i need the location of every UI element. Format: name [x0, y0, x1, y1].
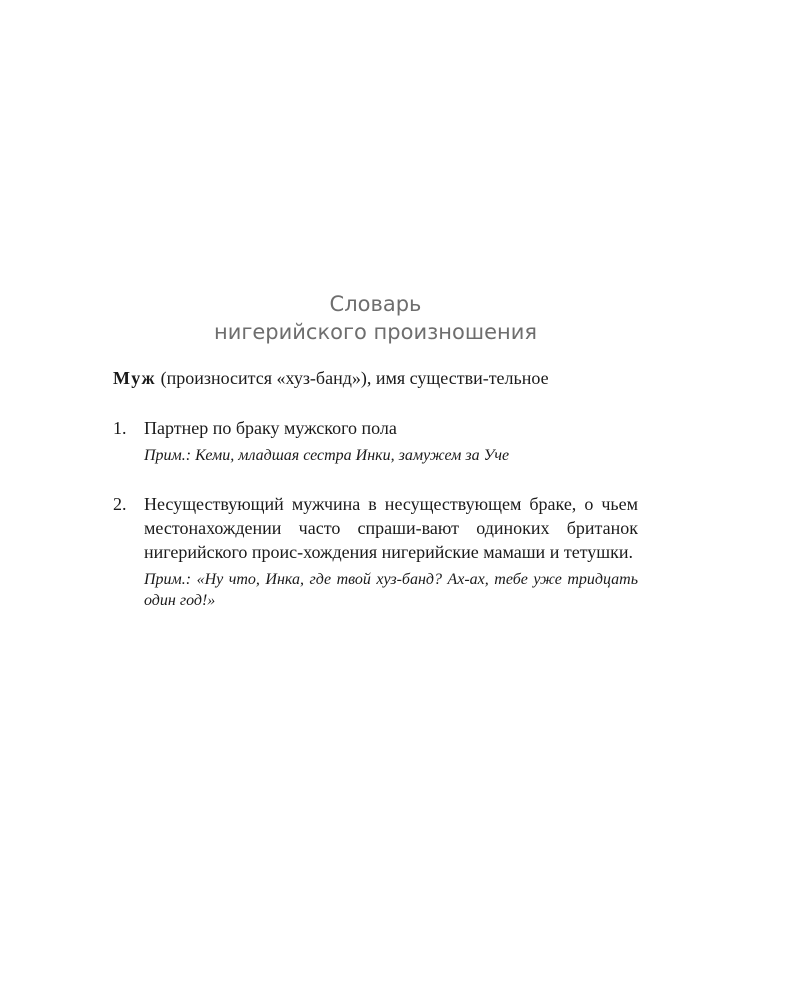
dictionary-entry [113, 366, 638, 390]
definition-text: Партнер по браку мужского пола [144, 418, 397, 438]
definition-number: 1. [113, 418, 127, 438]
title-line-2: нигерийского произношения [213, 320, 538, 344]
definition-example: Прим.: Кеми, младшая сестра Инки, замужем за Уче [144, 447, 510, 464]
definition-item [113, 416, 638, 466]
definition-example: Прим.: «Ну что, Инка, где твой хуз-банд? Ах-ах, тебе уже тридцать один год!» [144, 571, 638, 609]
definition-item [113, 492, 638, 611]
entry-description: (произносится «хуз-банд»), имя существи-тельное [160, 368, 549, 388]
headword: Муж [113, 368, 157, 388]
dictionary-page [113, 290, 638, 637]
title-line-1: Словарь [329, 292, 422, 316]
definition-number: 2. [113, 494, 127, 514]
definitions-list [113, 416, 638, 611]
definition-text: Несуществующий мужчина в несуществующем браке, о чьем местонахождении часто спраши-вают одиноких британок нигерийского проис-хождения нигерийские мамаши и тетушки. [144, 494, 638, 562]
page-title [113, 290, 638, 346]
